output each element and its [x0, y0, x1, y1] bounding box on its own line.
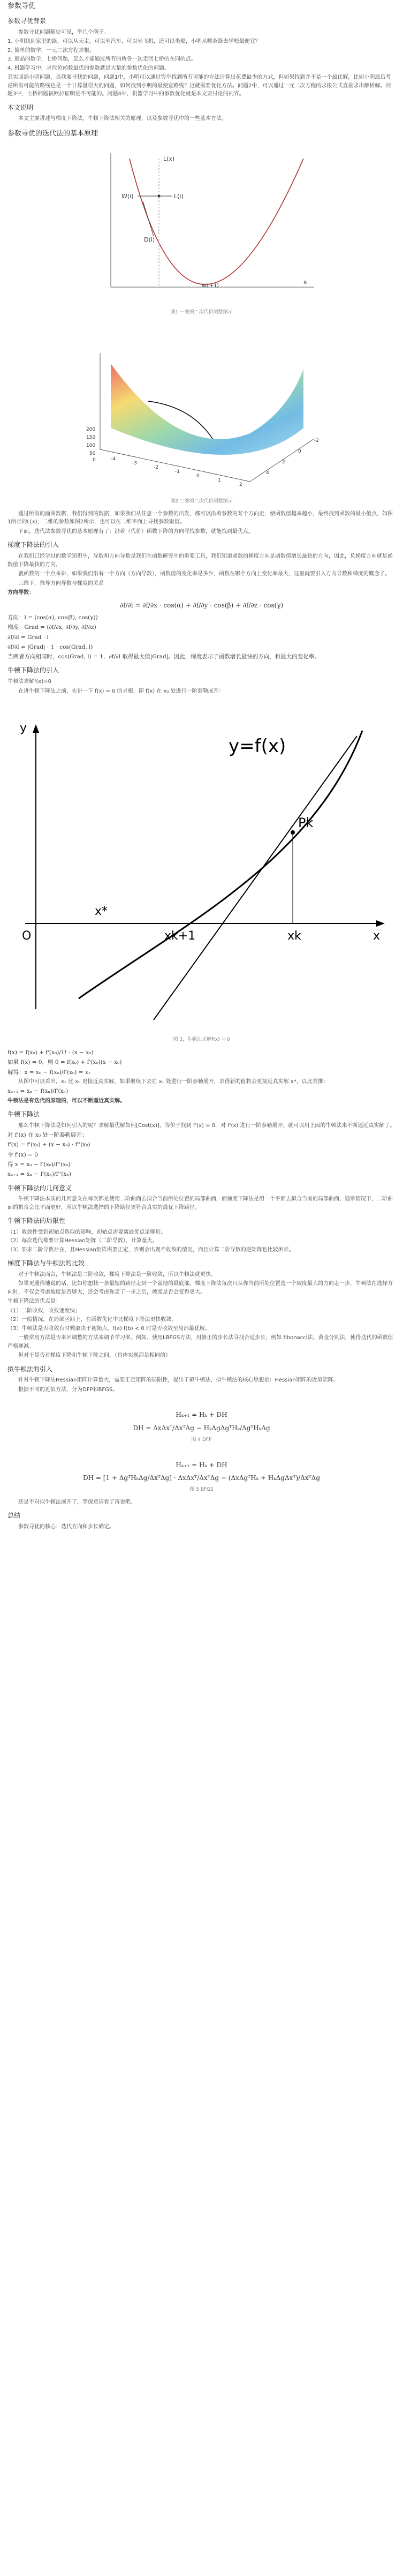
fig3-tangent — [154, 736, 357, 1020]
fig2-y-tick-1: 4 — [265, 470, 269, 476]
newton-intro-sub: 牛顿法求解f(x)=0 — [7, 679, 51, 685]
summary-text: 参数寻优的核心：迭代方向和步长确定。 — [18, 1523, 115, 1530]
background-item-2: 2. 简单的数学，一元二次方程求根。 — [7, 47, 95, 54]
fig1-point — [157, 194, 160, 197]
newton-geo-paragraph: 牛顿下降法本质的几何意义在每次都是使用二阶曲面去拟合当前所处位置的局部曲面，而梯度下降法是用一个平面去拟合当前的局部曲面，通常情况下，二阶曲面的拟合会比平面更好，所以牛顿法选择的下降路径更符合真实的最优下降路径。 — [7, 1196, 393, 1211]
fig2-x-tick-6: 1 — [217, 477, 221, 483]
fig2-surface — [111, 364, 303, 455]
background-item-4: 4. 机器学习中，求代价函数最优的参数就是大量的参数优化的问题。 — [7, 65, 170, 71]
fig2-z-tick-4: 50 — [89, 450, 95, 456]
background-item-3: 3. 商品的数学，七桥问题，怎么才能通过所有的桥各一次走回七桥的在同的点。 — [7, 56, 196, 63]
after-fig-paragraph-1: 通过所有的画图数据，我们得到的数据，如果我们从任意一个参数的出发，都可以沿着参数的某个方向走，使函数值越来越小，最终找到函数的最小值点，如图1所示的L(x)，二维的参数如图2所示，也可以在二维平面上寻找参数取值。 — [7, 510, 393, 525]
quasi-paragraph-1: 针对牛顿下降法Hessian矩阵计算量大，需要正定矩阵的局限性，提出了拟牛顿法，拟牛顿法的核心思想是：Hessian矩阵的近似矩阵。 — [18, 1377, 339, 1384]
figure-1 — [7, 142, 396, 306]
fig3-curve — [79, 731, 362, 998]
fig1-curve — [130, 159, 303, 284]
grad-heading: 梯度下降法的引入 — [7, 541, 59, 549]
newton-math-note: 牛顿法是有迭代的原理的，可以不断逼近真实解。 — [7, 1098, 125, 1104]
fig2-z-tick-5: 0 — [92, 457, 96, 463]
grad-math-3: ∂f/∂l = Grad · l — [7, 634, 49, 641]
fig1-label-x: x — [303, 278, 307, 286]
newton-cons-item-2: （2）每次迭代都要计算Hessian矩阵（二阶导数），计算量大。 — [7, 1238, 158, 1244]
newton-geo-heading: 牛顿下降法的几何意义 — [7, 1184, 72, 1192]
bfgs-caption: 图 5 BFGS — [189, 1486, 214, 1492]
grad-paragraph-4: 方向导数： — [7, 590, 34, 596]
grad-paragraph-1: 在我们已经学过的数学知识中，导数和方向导数是我们在函数研究中的重要工具，我们知道函数的梯度方向是函数值增长最快的方向，因此，负梯度方向就是函数值下降最快的方向。 — [7, 553, 393, 568]
grad-formula-1: ∂f/∂l = ∂f/∂x · cos(α) + ∂f/∂y · cos(β) + ∂f/∂z · cos(γ) — [119, 601, 284, 609]
dfp-formula-1: Hₖ₊₁ = Hₖ + DH — [176, 1411, 227, 1419]
bfgs-formula-2: DH = [1 + ΔgᵀHₖΔg/ΔxᵀΔg] · ΔxΔxᵀ/ΔxᵀΔg − (ΔxΔgᵀHₖ + HₖΔgΔxᵀ)/ΔxᵀΔg — [82, 1474, 321, 1482]
compare-heading: 梯度下降法与牛顿法的比较 — [7, 1259, 85, 1267]
figure-1-chart — [79, 142, 325, 303]
document-title: 参数寻优 — [7, 2, 36, 10]
fig3-label-fx: y=f(x) — [228, 735, 286, 757]
fig3-label-x: x — [372, 929, 380, 943]
dfp-caption: 图 4 DFP — [191, 1437, 212, 1443]
iter-heading: 参数寻优的迭代法的基本原理 — [7, 129, 98, 138]
fig2-z-tick-2: 150 — [86, 434, 95, 440]
fig2-y-tick-2: 2 — [282, 459, 285, 465]
fig1-label-W: W(i) — [121, 192, 134, 200]
grad-math-5: 当两者方向相同时，cos(Grad, l) = 1，∂f/∂l 取得最大值|Grad|。因此，梯度表示了函数增长最快的方向，和最大的变化率。 — [7, 654, 320, 660]
newton-opt-heading: 牛顿下降法 — [7, 1110, 40, 1118]
grad-paragraph-2: 就函数的一个点来讲，如果我们沿着一个方向（方向导数），函数值的变化率是多少，函数在哪个方向上变化率最大，这里就要引入方向导数和梯度的概念了。 — [18, 571, 390, 577]
newton-math-1: f(x) = f(x₀) + f'(x₀)/1! · (x − x₀) — [7, 1049, 94, 1056]
scope-text: 本文主要讲述与梯度下降法，牛顿下降法相关的原理，以及参数寻优中的一些基本方法。 — [18, 116, 227, 122]
newton-math-3: 解得：x = x₀ − f(x₀)/f'(x₀) = x₁ — [7, 1069, 90, 1076]
fig3-x-arrow — [376, 920, 385, 927]
fig1-label-Li: L(i) — [173, 192, 184, 200]
bfgs-formula-1: Hₖ₊₁ = Hₖ + DH — [176, 1461, 227, 1469]
newton-math-paragraph: 从图中可以看出，x₁ 比 x₀ 更接近真实解，如果继续下去在 x₁ 处进行一阶泰勒展开，求得新的值将会更接近真实解 x*，以此类推： — [18, 1078, 329, 1085]
summary-heading: 总结 — [7, 1512, 21, 1520]
figure-2-caption: 图2 二维的二次代价函数图示 — [170, 499, 233, 504]
figure-2-chart — [79, 321, 325, 492]
compare-paragraph-1: 对于牛顿法而言，牛顿法是二阶收敛，梯度下降法是一阶收敛，所以牛顿法就更快。 — [18, 1271, 216, 1278]
grad-math-1: 方向：l = (cos(α), cos(β), cos(γ)) — [7, 614, 98, 621]
newton-math-2: 如果 f(x) = 0，则 0 = f(x₀) + f'(x₀)(x − x₀) — [7, 1059, 122, 1066]
fig1-line-d — [143, 201, 154, 236]
newton-cons-item-3: （3）要求二阶导数存在，且Hessian矩阵需要正定，否则会出现不收敛的情况，而且计算二阶导数的逆矩阵也比较困难。 — [7, 1246, 294, 1253]
newton-opt-math-3: 令 f'(x) = 0 — [7, 1151, 38, 1158]
fig3-label-y: y — [19, 722, 27, 735]
figure-3 — [7, 699, 396, 1033]
newton-opt-math-4: 得 x = x₀ − f'(x₀)/f''(x₀) — [7, 1161, 71, 1168]
fig3-point-pk — [291, 830, 295, 835]
fig2-x-tick-4: -1 — [174, 469, 180, 475]
fig3-label-pk: Pk — [298, 815, 313, 831]
newton-opt-math-1: 对 f'(x) 在 x₀ 处一阶泰勒展开： — [7, 1132, 88, 1139]
fig3-label-o: O — [21, 929, 31, 943]
fig2-x-tick-2: -3 — [132, 460, 137, 466]
newton-opt-math-2: f'(x) = f'(x₀) + (x − x₀) · f''(x₀) — [7, 1141, 90, 1148]
background-paragraph: 其实回到小明问题，当我要寻找的问题，问题1中，小明可以通过穷举找到所有可能的方法计算出花费最少的方式，但如果找到并不是一个最优解，比如小明最后考虑所有可能的路线也是一个计算量很大的问题，如何找到小明的最便宜路线？这就需要优化方法。问题2中，可以通过一元二次方程的求根公式直接求出解析解。问题3中，七桥问题被欧拉证明是不可能的。问题4中，机器学习中的参数优化就是本文要讨论的内容。 — [7, 74, 391, 97]
dfp-formula-2: DH = ΔxΔxᵀ/ΔxᵀΔg − HₖΔgΔgᵀHₖ/ΔgᵀHₖΔg — [133, 1424, 270, 1432]
background-item-1: 1. 小明找到家里的路，可以从天走，可以坐汽车，可以坐飞机，还可以坐船，小明从哪条路去学校最便宜？ — [7, 39, 261, 45]
after-fig-paragraph-2: 下面，迭代法参数寻优的基本原理有了：沿着（代价）函数下降的方向寻找参数，就能找到最优点。 — [18, 528, 254, 535]
scope-heading: 本文说明 — [7, 103, 34, 111]
compare-item-2: （2）一般情况，在局部区间上，在函数优化中比梯度下降法更快收敛。 — [7, 1317, 177, 1323]
newton-opt-paragraph: 那么牛顿下降法是如何引入的呢？求解最优解如何[Cost(x)]，等价于找到 f'(x) = 0，对 f'(x) 进行一阶泰勒展开，就可以用上面的牛顿法来不断逼近真实解了。 — [18, 1122, 396, 1129]
fig3-y-arrow — [33, 724, 39, 733]
compare-item-3: （3）牛顿法是否收敛有时候取决于初始点，f(a)·f(b) < 0 时是否收敛至局部最优解。 — [7, 1325, 210, 1332]
compare-paragraph-3: 牛顿下降法的优点是： — [7, 1298, 61, 1305]
compare-paragraph-4: 一般常用方法是否来回调整的方法来调节学习率，例如，使用LBFGS方法，用修正的步长法寻找合适步长，例如 fibonacci法、黄金分割法，使得迭代的函数值严格递减。 — [7, 1335, 393, 1349]
grad-math-4: ∂f/∂l = |Grad| · 1 · cos(Grad, l) — [7, 643, 93, 650]
fig1-label-L: L(x) — [163, 155, 174, 162]
compare-paragraph-5: 但对于是否对梯度下降和牛顿下降之间，（具体实现都是相同的） — [18, 1353, 171, 1359]
fig3-label-xk: xk — [287, 929, 301, 943]
figure-2 — [7, 321, 396, 495]
grad-math-2: 梯度：Grad = (∂f/∂x, ∂f/∂y, ∂f/∂z) — [7, 624, 96, 631]
figure-1-caption: 图1 一维的二次代价函数图示 — [170, 310, 233, 316]
quasi-paragraph-3: 还是不对拟牛顿法展开了，等保意请看了再说吧。 — [18, 1499, 136, 1505]
compare-paragraph-2: 如果更通俗地说的话，比如你想找一条最短的路径走到一个盆地的最底部，梯度下降法每次只从你当前所处位置选一个坡度最大的方向走一步，牛顿法在选择方向时，不仅会考虑坡度是否够大，还会考虑你走了一步之后，坡度是否会变得更大。 — [7, 1281, 393, 1295]
figure-3-chart — [14, 699, 389, 1031]
grad-paragraph-3: 三维下，推导方向导数与梯度的关系 — [18, 580, 104, 587]
fig1-label-D: D(i) — [143, 236, 155, 243]
fig2-y-tick-4: -2 — [314, 438, 319, 444]
fig2-y-tick-3: 0 — [298, 448, 301, 454]
fig2-z-tick-1: 200 — [86, 426, 95, 432]
quasi-heading: 拟牛顿法的引入 — [7, 1365, 53, 1373]
newton-intro-paragraph: 在讲牛顿下降法之前，先讲一下 f(x) = 0 的求根，即 f(x) 在 x₀ 处进行一阶泰勒展开： — [18, 688, 224, 694]
fig2-x-tick-1: -4 — [110, 456, 116, 462]
newton-math-4: xₙ₊₁ = xₙ − f(xₙ)/f'(xₙ) — [7, 1088, 69, 1095]
newton-cons-item-1: （1）收敛性受到初始点选取的影响，初始点需要离最优点足够近。 — [7, 1229, 166, 1235]
newton-cons-heading: 牛顿下降法的局限性 — [7, 1217, 66, 1225]
background-heading: 参数寻优背景 — [7, 17, 47, 25]
fig2-x-tick-5: 0 — [196, 473, 200, 479]
newton-intro-heading: 牛顿下降法的引入 — [7, 666, 59, 674]
newton-opt-math-5: xₙ₊₁ = xₙ − f'(xₙ)/f''(xₙ) — [7, 1171, 71, 1178]
fig2-z-tick-3: 100 — [86, 442, 95, 448]
fig1-label-W2: W(i+1) — [201, 283, 219, 289]
fig2-x-tick-7: 2 — [239, 482, 242, 487]
quasi-paragraph-2: 根据不同的近似方法，分为DFP和BFGS。 — [18, 1386, 118, 1393]
fig3-label-xk1: xk+1 — [164, 929, 195, 943]
background-intro: 参数寻优问题随处可见，举几个例子。 — [18, 29, 109, 35]
figure-3-caption: 图 3，牛顿法求解f(x) = 0 — [173, 1037, 230, 1043]
fig3-label-xstar: x* — [94, 905, 108, 919]
fig2-x-tick-3: -2 — [153, 464, 158, 470]
compare-item-1: （1）二阶收敛，收敛速度快； — [7, 1308, 81, 1314]
